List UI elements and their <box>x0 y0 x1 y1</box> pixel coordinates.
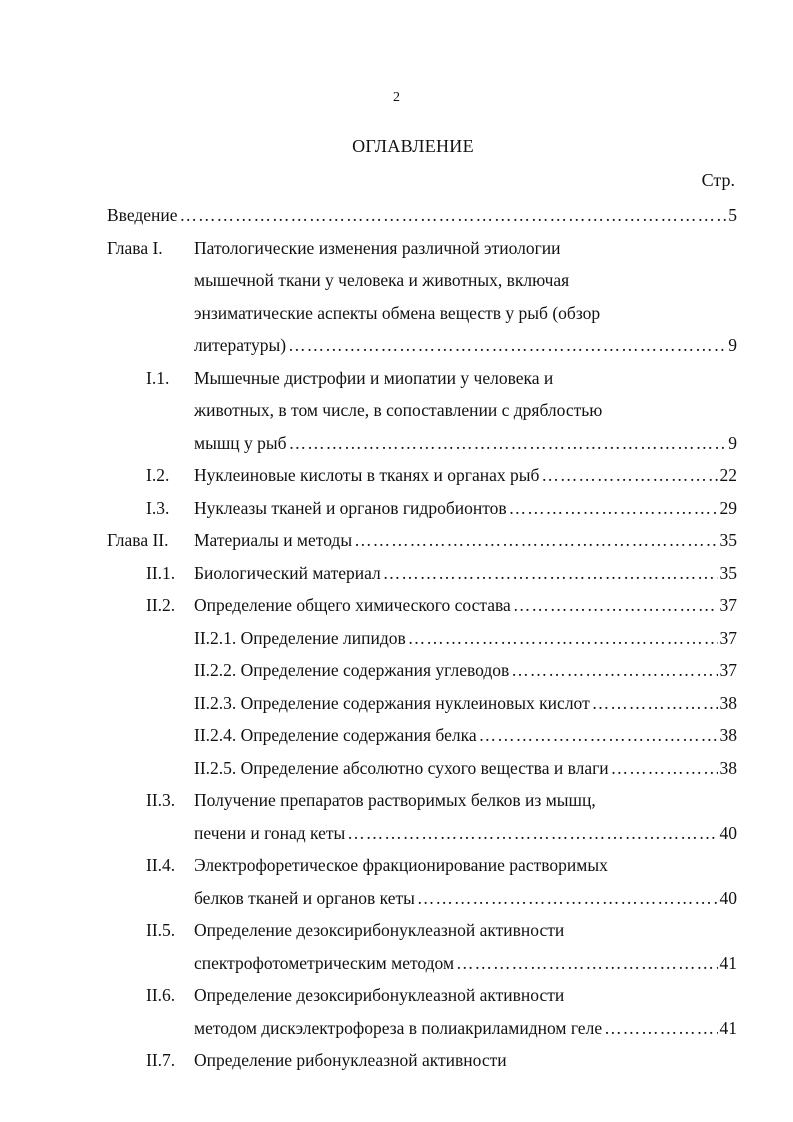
toc-entry-label: II.1. <box>146 562 176 583</box>
toc-row <box>0 882 793 915</box>
toc-entry-label: II.2. <box>146 595 176 615</box>
toc-row <box>0 1044 793 1077</box>
dot-leader <box>511 654 717 687</box>
toc-row <box>0 232 793 265</box>
toc-entry-page: 41 <box>719 952 737 973</box>
toc-row <box>0 817 793 850</box>
toc-row <box>0 199 793 232</box>
toc-entry-label: II.3. <box>146 790 176 810</box>
toc-entry-page: 9 <box>728 432 737 453</box>
toc-entry-text: Патологические изменения различной этиологии <box>194 237 561 258</box>
toc-row <box>0 557 793 590</box>
toc-entry-text: II.2.1. Определение липидов <box>194 627 406 648</box>
dot-leader <box>604 1012 717 1045</box>
dot-leader <box>541 459 717 492</box>
dot-leader <box>592 687 718 720</box>
toc-entry-label: I.1. <box>146 367 170 388</box>
toc-entry-page: 5 <box>728 205 737 225</box>
toc-entry-label: II.6. <box>146 985 176 1005</box>
toc-entry-label: Глава I. <box>107 237 163 258</box>
toc-row <box>0 719 793 752</box>
toc-entry-text: спектрофотометрическим методом <box>194 952 455 973</box>
toc-entry-label: I.2. <box>146 465 170 485</box>
toc-entry-text: животных, в том числе, в сопоставлении с дряблостью <box>194 400 603 420</box>
toc-entry-page: 38 <box>719 725 737 745</box>
dot-leader <box>408 622 718 655</box>
toc-entry-page: 9 <box>728 335 737 355</box>
toc-entry-page: 41 <box>719 1017 737 1038</box>
table-of-contents <box>0 199 793 1077</box>
toc-entry-text: печени и гонад кеты <box>194 822 346 843</box>
toc-entry-text: II.2.3. Определение содержания нуклеиновых кислот <box>194 692 590 713</box>
dot-leader <box>289 427 727 460</box>
toc-row <box>0 362 793 395</box>
dot-leader <box>456 947 717 980</box>
dot-leader <box>513 589 718 622</box>
toc-row <box>0 784 793 817</box>
dot-leader <box>354 524 717 557</box>
dot-leader <box>417 882 718 915</box>
toc-entry-label: II.7. <box>146 1050 176 1070</box>
toc-row <box>0 752 793 785</box>
toc-entry-text: методом дискэлектрофореза в полиакриламидном геле <box>194 1017 603 1038</box>
dot-leader <box>383 557 718 590</box>
toc-entry-text: Определение общего химического состава <box>194 595 511 615</box>
page-title: ОГЛАВЛЕНИЕ <box>352 136 474 156</box>
toc-entry-text: Определение дезоксирибонуклеазной активности <box>194 920 565 940</box>
toc-row <box>0 622 793 655</box>
toc-entry-text: Материалы и методы <box>194 530 353 550</box>
toc-row <box>0 947 793 980</box>
toc-entry-page: 38 <box>719 692 737 713</box>
toc-row <box>0 1012 793 1045</box>
toc-entry-text: литературы) <box>194 335 287 355</box>
dot-leader <box>479 719 718 752</box>
toc-entry-page: 22 <box>719 465 737 485</box>
toc-entry-text: Определение дезоксирибонуклеазной активности <box>194 985 565 1005</box>
toc-entry-text: II.2.2. Определение содержания углеводов <box>194 660 510 680</box>
toc-entry-text: мышц у рыб <box>194 432 287 453</box>
toc-entry-text: II.2.5. Определение абсолютно сухого вещества и влаги <box>194 757 609 778</box>
toc-row <box>0 524 793 557</box>
toc-row <box>0 687 793 720</box>
dot-leader <box>180 199 727 232</box>
toc-row <box>0 459 793 492</box>
dot-leader <box>611 752 718 785</box>
toc-row <box>0 427 793 460</box>
toc-entry-label: I.3. <box>146 497 170 518</box>
toc-entry-page: 35 <box>719 562 737 583</box>
toc-entry-label: II.4. <box>146 855 176 875</box>
toc-entry-page: 35 <box>719 530 737 550</box>
dot-leader <box>288 329 726 362</box>
toc-entry-text: белков тканей и органов кеты <box>194 887 415 908</box>
toc-row <box>0 492 793 525</box>
toc-row <box>0 914 793 947</box>
toc-entry-text: Биологический материал <box>194 562 381 583</box>
page-number: 2 <box>393 90 400 105</box>
toc-entry-text: Электрофоретическое фракционирование растворимых <box>194 855 608 875</box>
toc-row <box>0 589 793 622</box>
toc-entry-page: 40 <box>719 887 737 908</box>
toc-entry-text: Нуклеазы тканей и органов гидробионтов <box>194 497 507 518</box>
toc-entry-page: 38 <box>719 757 737 778</box>
toc-row <box>0 297 793 330</box>
toc-row <box>0 329 793 362</box>
toc-row <box>0 394 793 427</box>
toc-entry-page: 37 <box>719 627 737 648</box>
toc-row <box>0 654 793 687</box>
toc-entry-page: 37 <box>719 595 737 615</box>
page-column-header: Стр. <box>701 170 735 190</box>
toc-entry-text: II.2.4. Определение содержания белка <box>194 725 477 745</box>
toc-row <box>0 979 793 1012</box>
toc-entry-page: 40 <box>719 822 737 843</box>
toc-entry-text: Мышечные дистрофии и миопатии у человека и <box>194 367 554 388</box>
toc-entry-text: Введение <box>107 205 178 225</box>
toc-entry-page: 29 <box>719 497 737 518</box>
toc-entry-text: Получение препаратов растворимых белков из мышц, <box>194 790 596 810</box>
toc-entry-text: мышечной ткани у человека и животных, включая <box>194 270 570 290</box>
toc-row <box>0 849 793 882</box>
toc-row <box>0 264 793 297</box>
toc-entry-text: Нуклеиновые кислоты в тканях и органах рыб <box>194 465 540 485</box>
dot-leader <box>509 492 718 525</box>
toc-entry-text: энзиматические аспекты обмена веществ у рыб (обзор <box>194 302 601 323</box>
toc-entry-page: 37 <box>719 660 737 680</box>
toc-entry-label: II.5. <box>146 920 176 940</box>
toc-entry-label: Глава II. <box>107 530 169 550</box>
toc-entry-text: Определение рибонуклеазной активности <box>194 1050 507 1070</box>
dot-leader <box>347 817 717 850</box>
